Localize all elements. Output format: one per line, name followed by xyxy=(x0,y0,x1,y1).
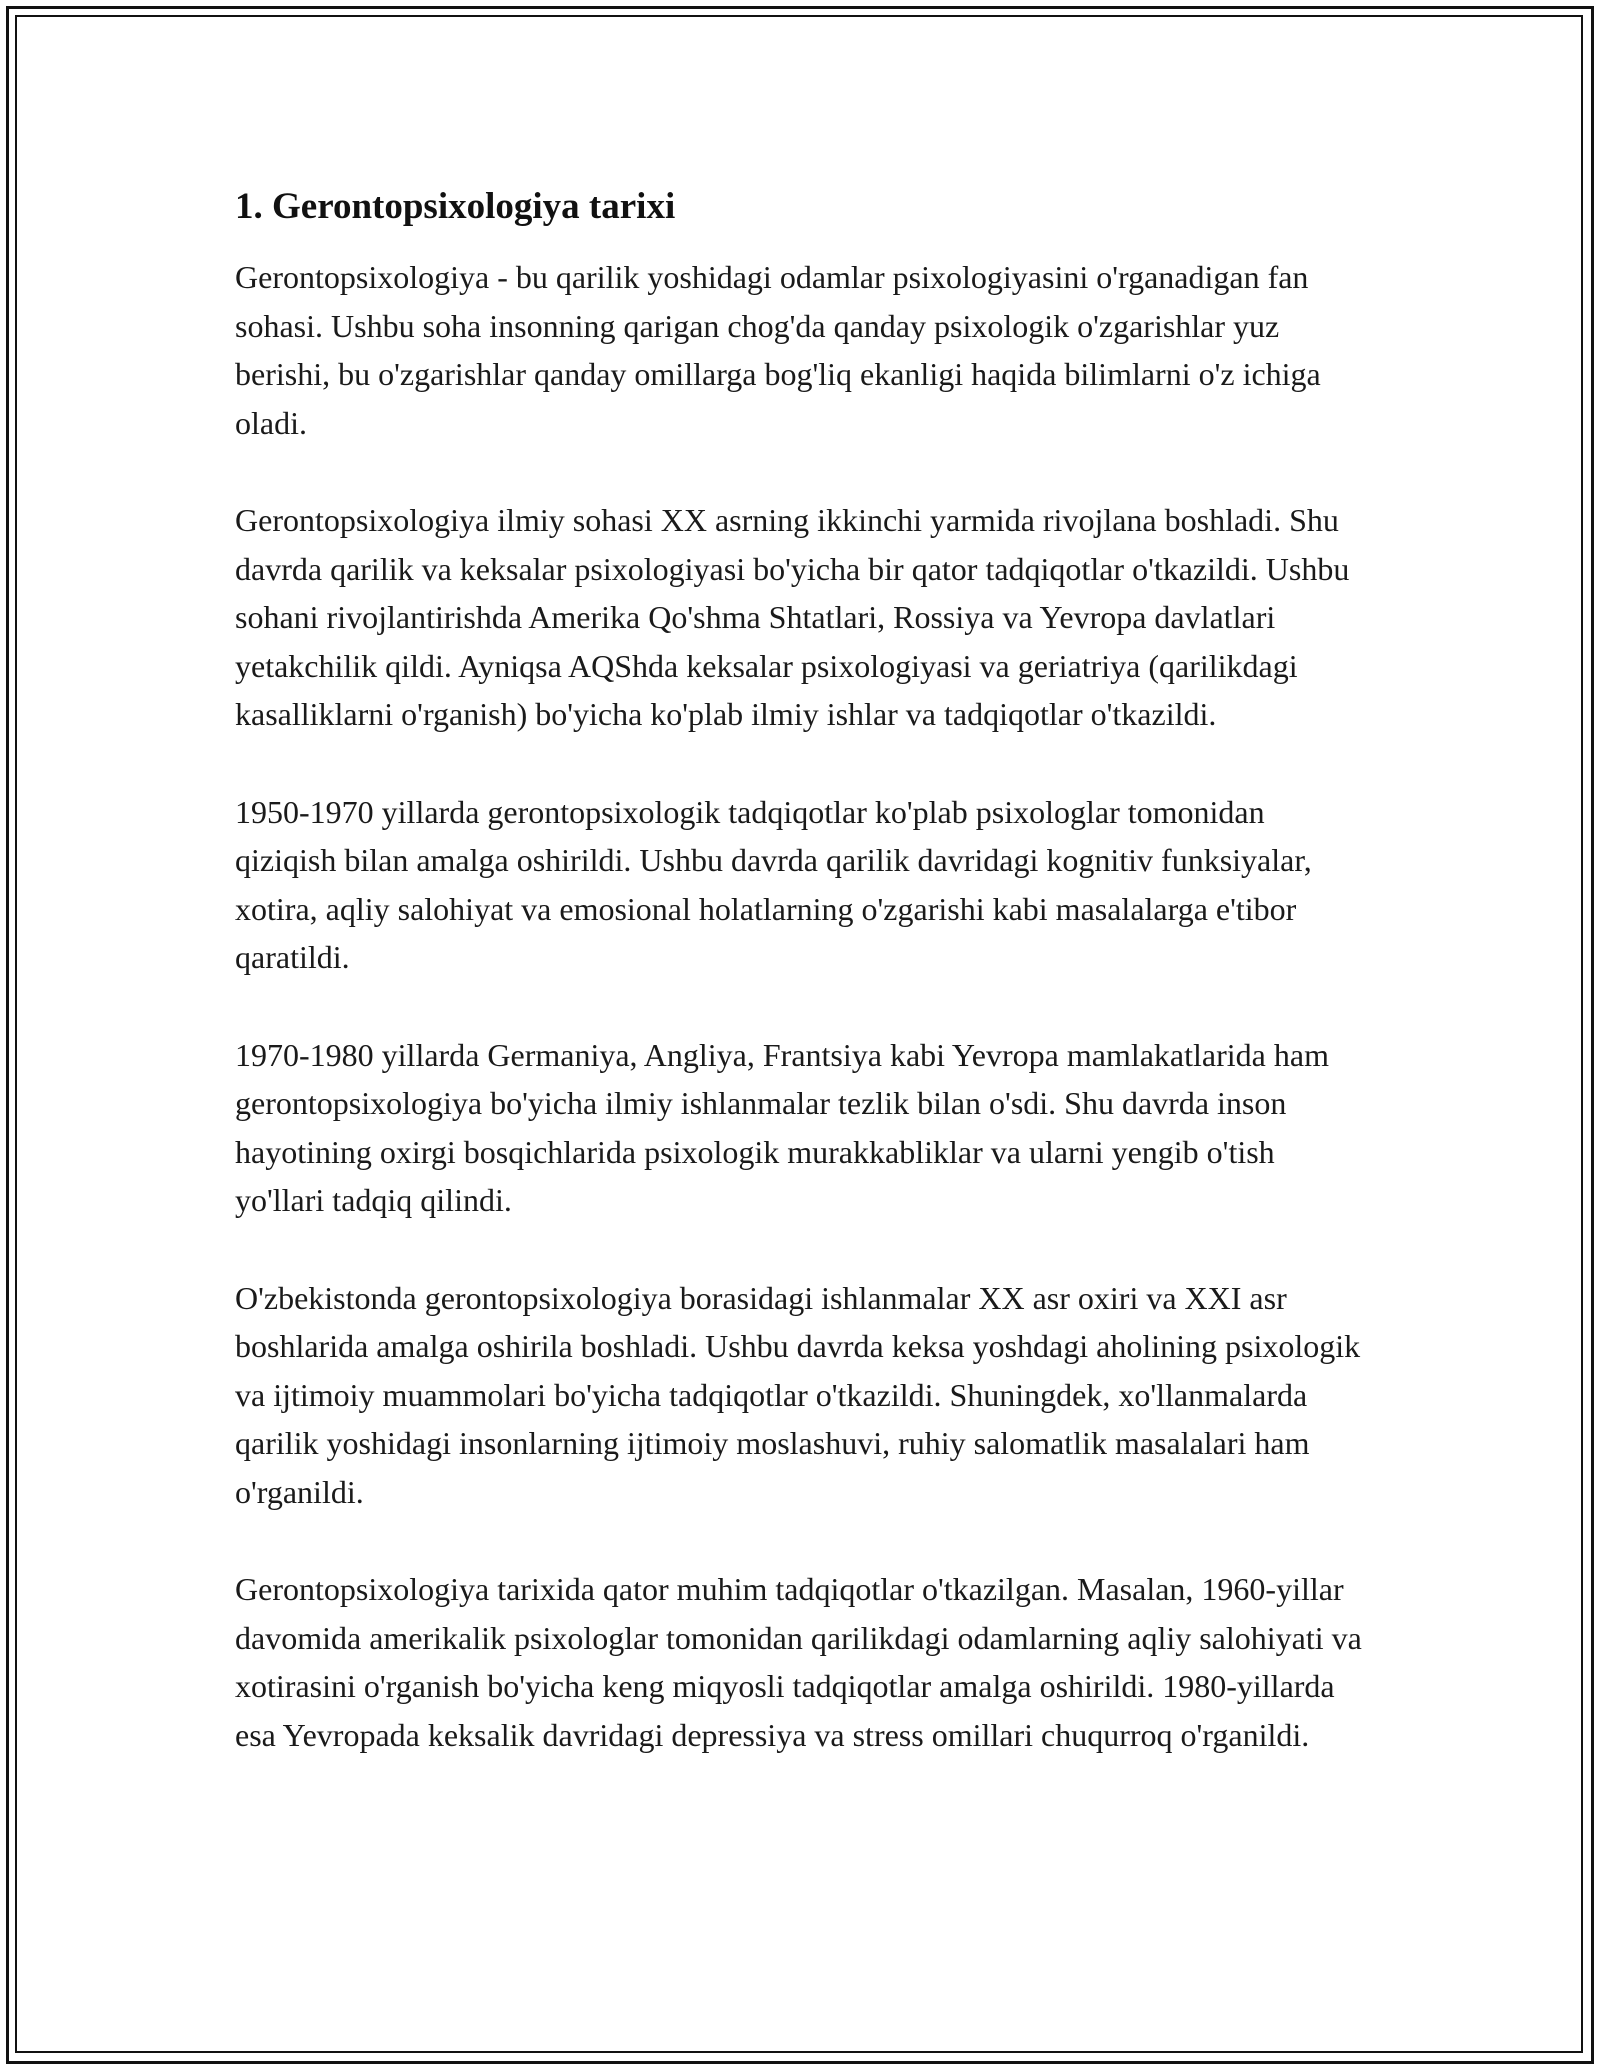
paragraph-2: Gerontopsixologiya ilmiy sohasi XX asrning ikkinchi yarmida rivojlana boshladi. Shu davrda qarilik va keksalar psixologiyasi bo'yicha bir qator tadqiqotlar o'tkazildi. Ushbu sohani rivojlantirishda Amerika Qo'shma Shtatlari, Rossiya va Yevropa davlatlari yetakchilik qildi. Ayniqsa AQShda keksalar psixologiyasi va geriatriya (qarilikdagi kasalliklarni o'rganish) bo'yicha ko'plab ilmiy ishlar va tadqiqotlar o'tkazildi. xyxy=(235,502,1350,732)
paragraph-5: O'zbekistonda gerontopsixologiya borasidagi ishlanmalar XX asr oxiri va XXI asr boshlarida amalga oshirila boshladi. Ushbu davrda keksa yoshdagi aholining psixologik va ijtimoiy muammolari bo'yicha tadqiqotlar o'tkazildi. Shuningdek, xo'llanmalarda qarilik yoshidagi insonlarning ijtimoiy moslashuvi, ruhiy salomatlik masalalari ham o'rganildi. xyxy=(235,1279,1361,1510)
paragraph-4: 1970-1980 yillarda Germaniya, Angliya, Frantsiya kabi Yevropa mamlakatlarida ham gerontopsixologiya bo'yicha ilmiy ishlanmalar tezlik bilan o'sdi. Shu davrda inson hayotining oxirgi bosqichlarida psixologik murakkabliklar va ularni yengib o'tish yo'llari tadqiq qilindi. xyxy=(235,1036,1329,1218)
paragraph-6: Gerontopsixologiya tarixida qator muhim tadqiqotlar o'tkazilgan. Masalan, 1960-yillar davomida amerikalik psixologlar tomonidan qarilikdagi odamlarning aqliy salohiyati va xotirasini o'rganish bo'yicha keng miqyosli tadqiqotlar amalga oshirildi. 1980-yillarda esa Yevropada keksalik davridagi depressiya va stress omillari chuqurroq o'rganildi. xyxy=(235,1571,1362,1753)
document-body xyxy=(235,183,1365,1808)
page-title: 1. Gerontopsixologiya tarixi xyxy=(235,186,676,227)
paragraph-1: Gerontopsixologiya - bu qarilik yoshidagi odamlar psixologiyasini o'rganadigan fan sohasi. Ushbu soha insonning qarigan chog'da qanday psixologik o'zgarishlar yuz berishi, bu o'zgarishlar qanday omillarga bog'liq ekanligi haqida bilimlarni o'z ichiga oladi. xyxy=(235,259,1321,441)
paragraph-3: 1950-1970 yillarda gerontopsixologik tadqiqotlar ko'plab psixologlar tomonidan qiziqish bilan amalga oshirildi. Ushbu davrda qarilik davridagi kognitiv funksiyalar, xotira, aqliy salohiyat va emosional holatlarning o'zgarishi kabi masalalarga e'tibor qaratildi. xyxy=(235,793,1312,975)
